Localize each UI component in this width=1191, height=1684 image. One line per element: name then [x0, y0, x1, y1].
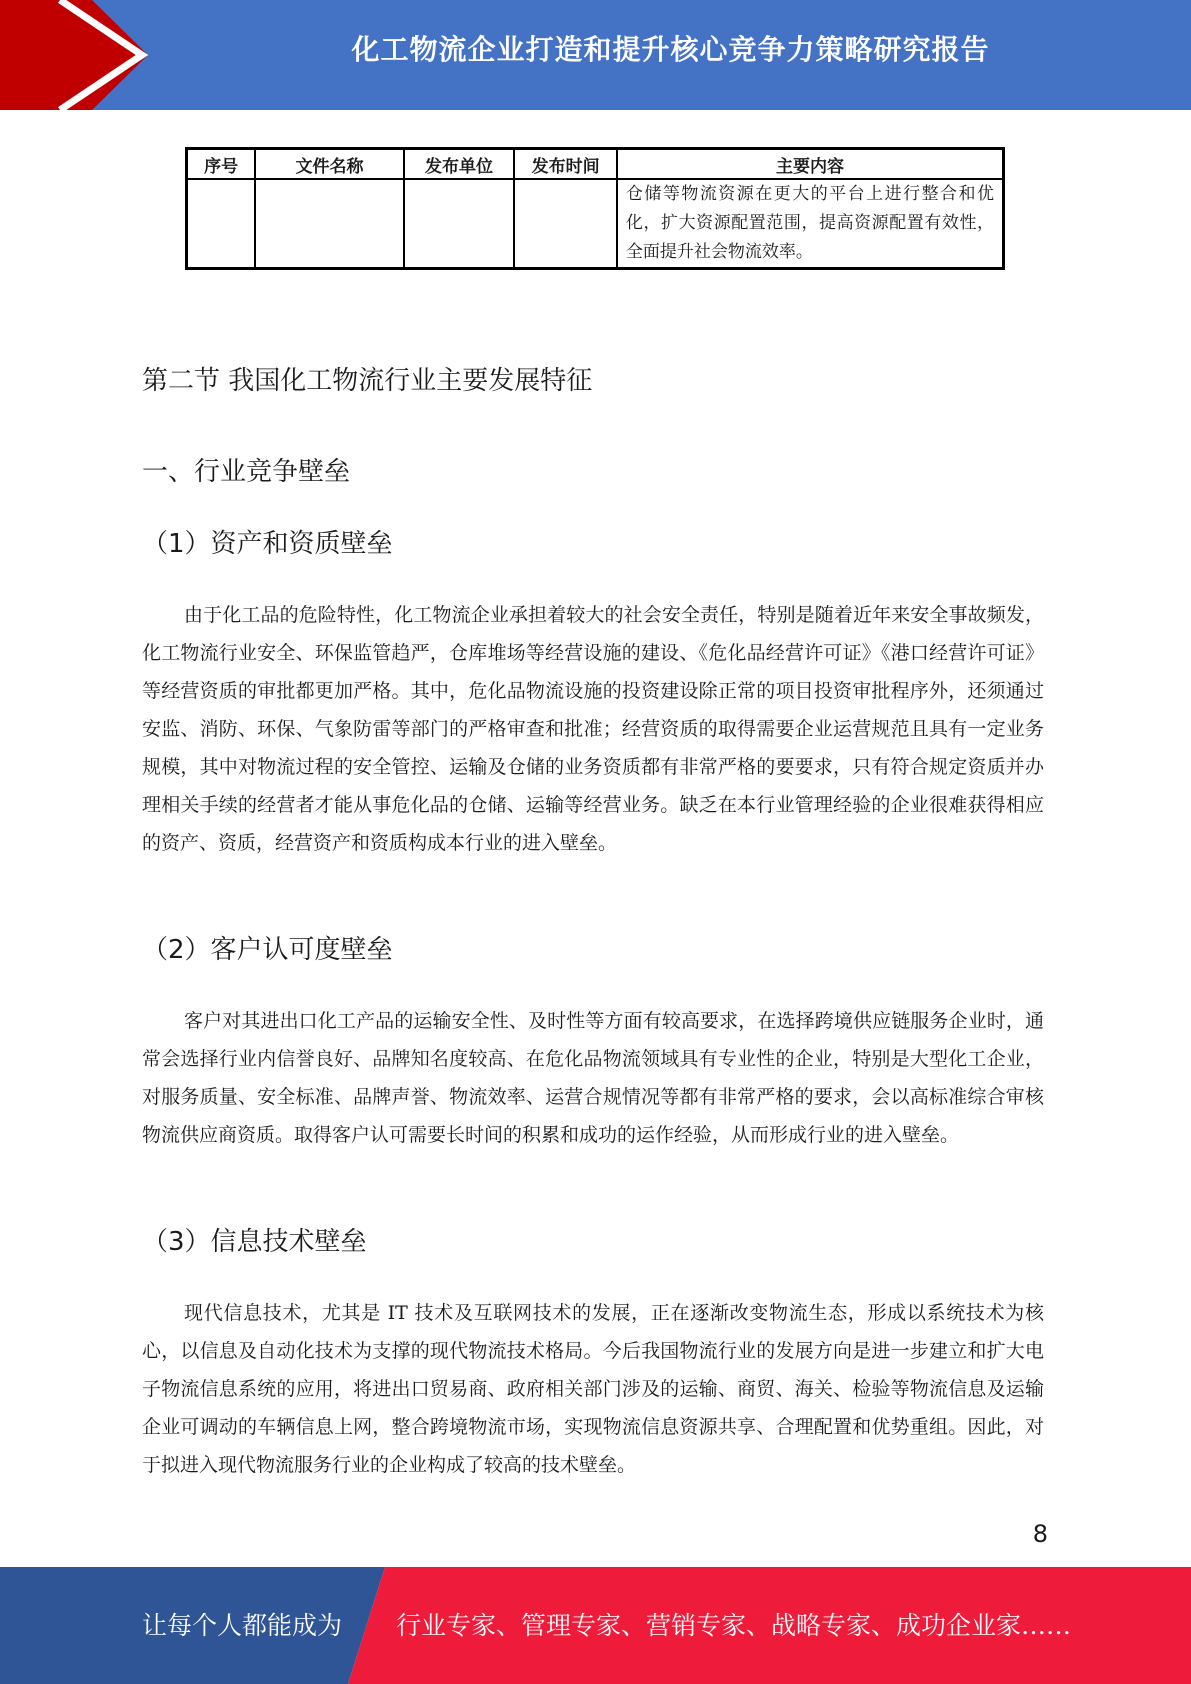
- subsection-title-it: （3）信息技术壁垒: [142, 1227, 367, 1257]
- table-header-cell: 发布单位: [404, 149, 515, 180]
- table-cell-main-content: 仓储等物流资源在更大的平台上进行整合和优化，扩大资源配置范围，提高资源配置有效性，全面提升社会物流效率。: [617, 179, 1004, 269]
- subsection-title-customer: （2）客户认可度壁垒: [142, 935, 393, 965]
- page-number: 8: [1032, 1520, 1048, 1548]
- footer-slogan-right: 行业专家、管理专家、营销专家、战略专家、成功企业家……: [396, 1611, 1072, 1640]
- table-cell: [514, 179, 617, 269]
- level1-title: 一、行业竞争壁垒: [142, 457, 351, 487]
- page-footer: [0, 1567, 1191, 1684]
- section-title: 第二节 我国化工物流行业主要发展特征: [142, 366, 593, 396]
- table-header-cell: 序号: [187, 149, 256, 180]
- table-header-cell: 主要内容: [617, 149, 1004, 180]
- subsection-title-assets: （1）资产和资质壁垒: [142, 529, 393, 559]
- page-header: [0, 0, 1191, 110]
- report-title: 化工物流企业打造和提升核心竞争力策略研究报告: [351, 33, 990, 66]
- paragraph-assets: 由于化工品的危险特性，化工物流企业承担着较大的社会安全责任，特别是随着近年来安全事故频发，化工物流行业安全、环保监管趋严，仓库堆场等经营设施的建设、《危化品经营许可证》《港口经营许可证》等经营资质的审批都更加严格。其中，危化品物流设施的投资建设除正常的项目投资审批程序外，还须通过安监、消防、环保、气象防雷等部门的严格审查和批准；经营资质的取得需要企业运营规范且具有一定业务规模，其中对物流过程的安全管控、运输及仓储的业务资质都有非常严格的要要求，只有符合规定资质并办理相关手续的经营者才能从事危化品的仓储、运输等经营业务。缺乏在本行业管理经验的企业很难获得相应的资产、资质，经营资产和资质构成本行业的进入壁垒。: [142, 604, 1044, 854]
- table-header-cell: 文件名称: [255, 149, 403, 180]
- documents-table: [185, 147, 1005, 270]
- table-cell: [187, 179, 256, 269]
- footer-slogan-left: 让每个人都能成为: [142, 1611, 343, 1640]
- paragraph-customer: 客户对其进出口化工产品的运输安全性、及时性等方面有较高要求，在选择跨境供应链服务企业时，通常会选择行业内信誉良好、品牌知名度较高、在危化品物流领域具有专业性的企业，特别是大型化工企业，对服务质量、安全标准、品牌声誉、物流效率、运营合规情况等都有非常严格的要求，会以高标准综合审核物流供应商资质。取得客户认可需要长时间的积累和成功的运作经验，从而形成行业的进入壁垒。: [142, 1010, 1044, 1146]
- table-cell: [404, 179, 515, 269]
- table-row: [187, 179, 1004, 269]
- table-cell: [255, 179, 403, 269]
- table-header-cell: 发布时间: [514, 149, 617, 180]
- paragraph-it: 现代信息技术，尤其是 IT 技术及互联网技术的发展，正在逐渐改变物流生态，形成以系统技术为核心，以信息及自动化技术为支撑的现代物流技术格局。今后我国物流行业的发展方向是进一步建立和扩大电子物流信息系统的应用，将进出口贸易商、政府相关部门涉及的运输、商贸、海关、检验等物流信息及运输企业可调动的车辆信息上网，整合跨境物流市场，实现物流信息资源共享、合理配置和优势重组。因此，对于拟进入现代物流服务行业的企业构成了较高的技术壁垒。: [142, 1302, 1044, 1476]
- table-header-row: [187, 149, 1004, 180]
